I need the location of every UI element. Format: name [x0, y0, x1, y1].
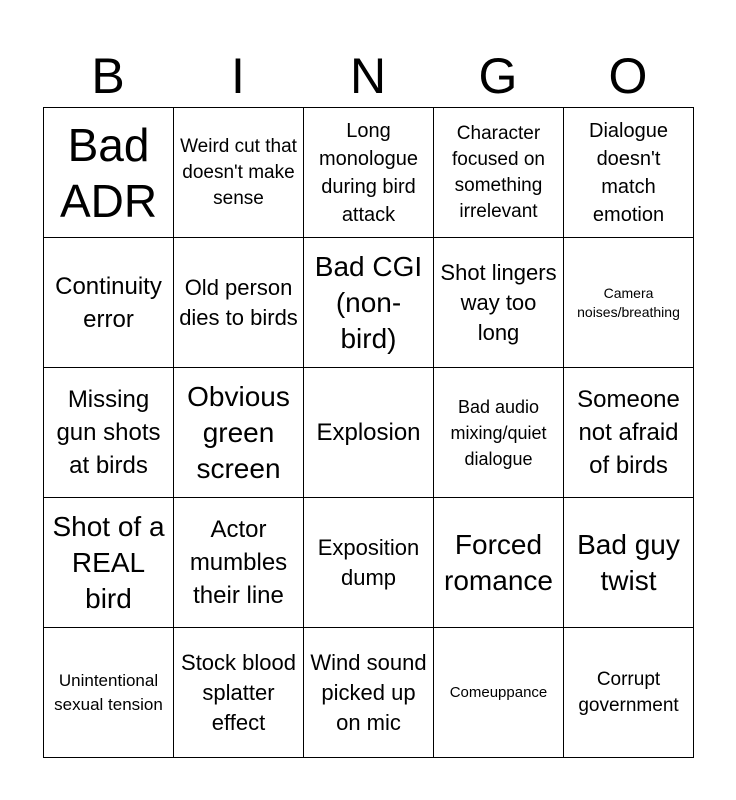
bingo-cell[interactable] [304, 628, 434, 758]
cell-text: Unintentional sexual tension [54, 670, 163, 714]
bingo-cell[interactable] [434, 108, 564, 238]
bingo-cell[interactable] [44, 368, 174, 498]
bingo-cell[interactable] [44, 498, 174, 628]
cell-text: Dialogue doesn't match emotion [589, 119, 668, 226]
bingo-cell[interactable] [304, 108, 434, 238]
bingo-cell[interactable] [174, 108, 304, 238]
bingo-cell[interactable] [564, 628, 694, 758]
cell-text: Forced romance [444, 528, 553, 596]
bingo-cell[interactable] [44, 108, 174, 238]
bingo-cell[interactable] [44, 628, 174, 758]
bingo-cell[interactable] [174, 238, 304, 368]
cell-text: Obvious green screen [187, 380, 290, 484]
cell-text: Wind sound picked up on mic [310, 649, 427, 735]
cell-text: Missing gun shots at birds [56, 386, 161, 479]
cell-text: Long monologue during bird attack [319, 119, 418, 226]
bingo-board [43, 107, 694, 758]
cell-text: Shot of a REAL bird [52, 510, 165, 614]
cell-text: Old person dies to birds [179, 274, 298, 330]
bingo-cell[interactable] [564, 108, 694, 238]
header-letter-n: N [349, 48, 387, 104]
cell-text: Shot lingers way too long [440, 259, 557, 345]
cell-text: Weird cut that doesn't make sense [180, 135, 297, 209]
cell-text: Bad guy twist [577, 528, 680, 596]
bingo-cell[interactable] [564, 498, 694, 628]
cell-text: Bad ADR [59, 118, 158, 227]
bingo-cell[interactable] [434, 238, 564, 368]
cell-text: Exposition dump [317, 534, 420, 590]
cell-text: Comeuppance [449, 683, 548, 701]
bingo-cell[interactable] [304, 368, 434, 498]
header-letter-o: O [608, 48, 648, 104]
header-letter-g: G [478, 48, 518, 104]
header-letter-i: I [231, 48, 245, 104]
bingo-cell[interactable] [434, 498, 564, 628]
bingo-cell[interactable] [564, 368, 694, 498]
cell-text: Corrupt government [578, 668, 679, 716]
cell-text: Bad CGI (non-bird) [314, 250, 423, 354]
cell-text: Someone not afraid of birds [577, 386, 680, 479]
cell-text: Actor mumbles their line [189, 516, 288, 609]
bingo-cell[interactable] [304, 498, 434, 628]
bingo-cell[interactable] [434, 368, 564, 498]
bingo-header [43, 44, 693, 108]
cell-text: Bad audio mixing/quiet dialogue [450, 396, 547, 469]
cell-text: Character focused on something irrelevant [452, 122, 545, 222]
bingo-cell[interactable] [174, 498, 304, 628]
cell-text: Continuity error [55, 272, 162, 333]
bingo-cell[interactable] [44, 238, 174, 368]
bingo-cell[interactable] [304, 238, 434, 368]
header-letter-b: B [91, 48, 125, 104]
bingo-cell[interactable] [564, 238, 694, 368]
bingo-cell[interactable] [174, 368, 304, 498]
bingo-cell[interactable] [434, 628, 564, 758]
cell-text: Camera noises/breathing [577, 284, 680, 320]
bingo-cell[interactable] [174, 628, 304, 758]
cell-text: Stock blood splatter effect [181, 649, 296, 735]
cell-text: Explosion [316, 419, 421, 446]
